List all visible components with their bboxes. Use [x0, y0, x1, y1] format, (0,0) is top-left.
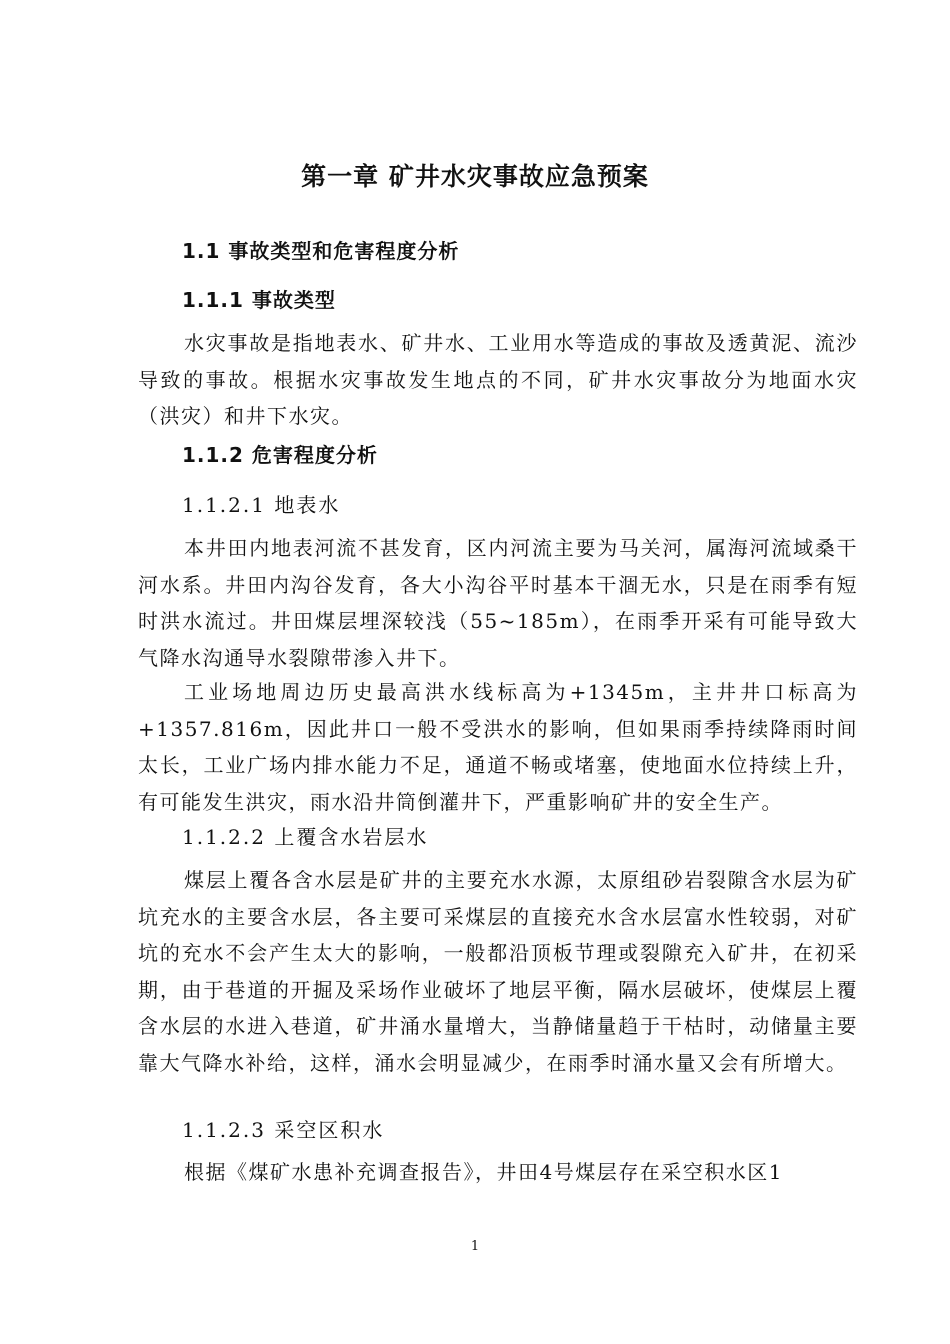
section-heading-1-1: 1.1 事故类型和危害程度分析 — [182, 239, 460, 263]
paragraph-accident-type: 水灾事故是指地表水、矿井水、工业用水等造成的事故及透黄泥、流沙导致的事故。根据水灾事故发生地点的不同，矿井水灾事故分为地面水灾（洪灾）和井下水灾。 — [138, 331, 858, 428]
section-heading-1-1-2: 1.1.2 危害程度分析 — [182, 443, 378, 467]
page-number: 1 — [470, 1239, 480, 1254]
chapter-title: 第一章 矿井水灾事故应急预案 — [301, 162, 649, 191]
subsection-heading-overlying-aquifer: 1.1.2.2 上覆含水岩层水 — [182, 825, 429, 849]
paragraph-goaf-water: 根据《煤矿水患补充调查报告》，井田4号煤层存在采空积水区1 — [184, 1160, 783, 1184]
paragraph-surface-water: 本井田内地表河流不甚发育，区内河流主要为马关河，属海河流域桑干河水系。井田内沟谷发育，各大小沟谷平时基本干涸无水，只是在雨季有短时洪水流过。井田煤层埋深较浅（55~185m），在雨季开采有可能导致大气降水沟通导水裂隙带渗入井下。 — [138, 536, 858, 670]
subsection-heading-surface-water: 1.1.2.1 地表水 — [182, 493, 341, 517]
paragraph-flood-level: 工业场地周边历史最高洪水线标高为+1345m，主井井口标高为+1357.816m，因此井口一般不受洪水的影响，但如果雨季持续降雨时间太长，工业广场内排水能力不足，通道不畅或堵塞，使地面水位持续上升，有可能发生洪灾，雨水沿井筒倒灌井下，严重影响矿井的安全生产。 — [138, 680, 858, 814]
section-heading-1-1-1: 1.1.1 事故类型 — [182, 288, 336, 312]
paragraph-overlying-aquifer: 煤层上覆各含水层是矿井的主要充水水源，太原组砂岩裂隙含水层为矿坑充水的主要含水层，各主要可采煤层的直接充水含水层富水性较弱，对矿坑的充水不会产生太大的影响，一般都沿顶板节理或裂隙充入矿井，在初采期，由于巷道的开掘及采场作业破坏了地层平衡，隔水层破坏，使煤层上覆含水层的水进入巷道，矿井涌水量增大，当静储量趋于干枯时，动储量主要靠大气降水补给，这样，涌水会明显减少，在雨季时涌水量又会有所增大。 — [138, 868, 858, 1075]
subsection-heading-goaf-water: 1.1.2.3 采空区积水 — [182, 1118, 385, 1142]
